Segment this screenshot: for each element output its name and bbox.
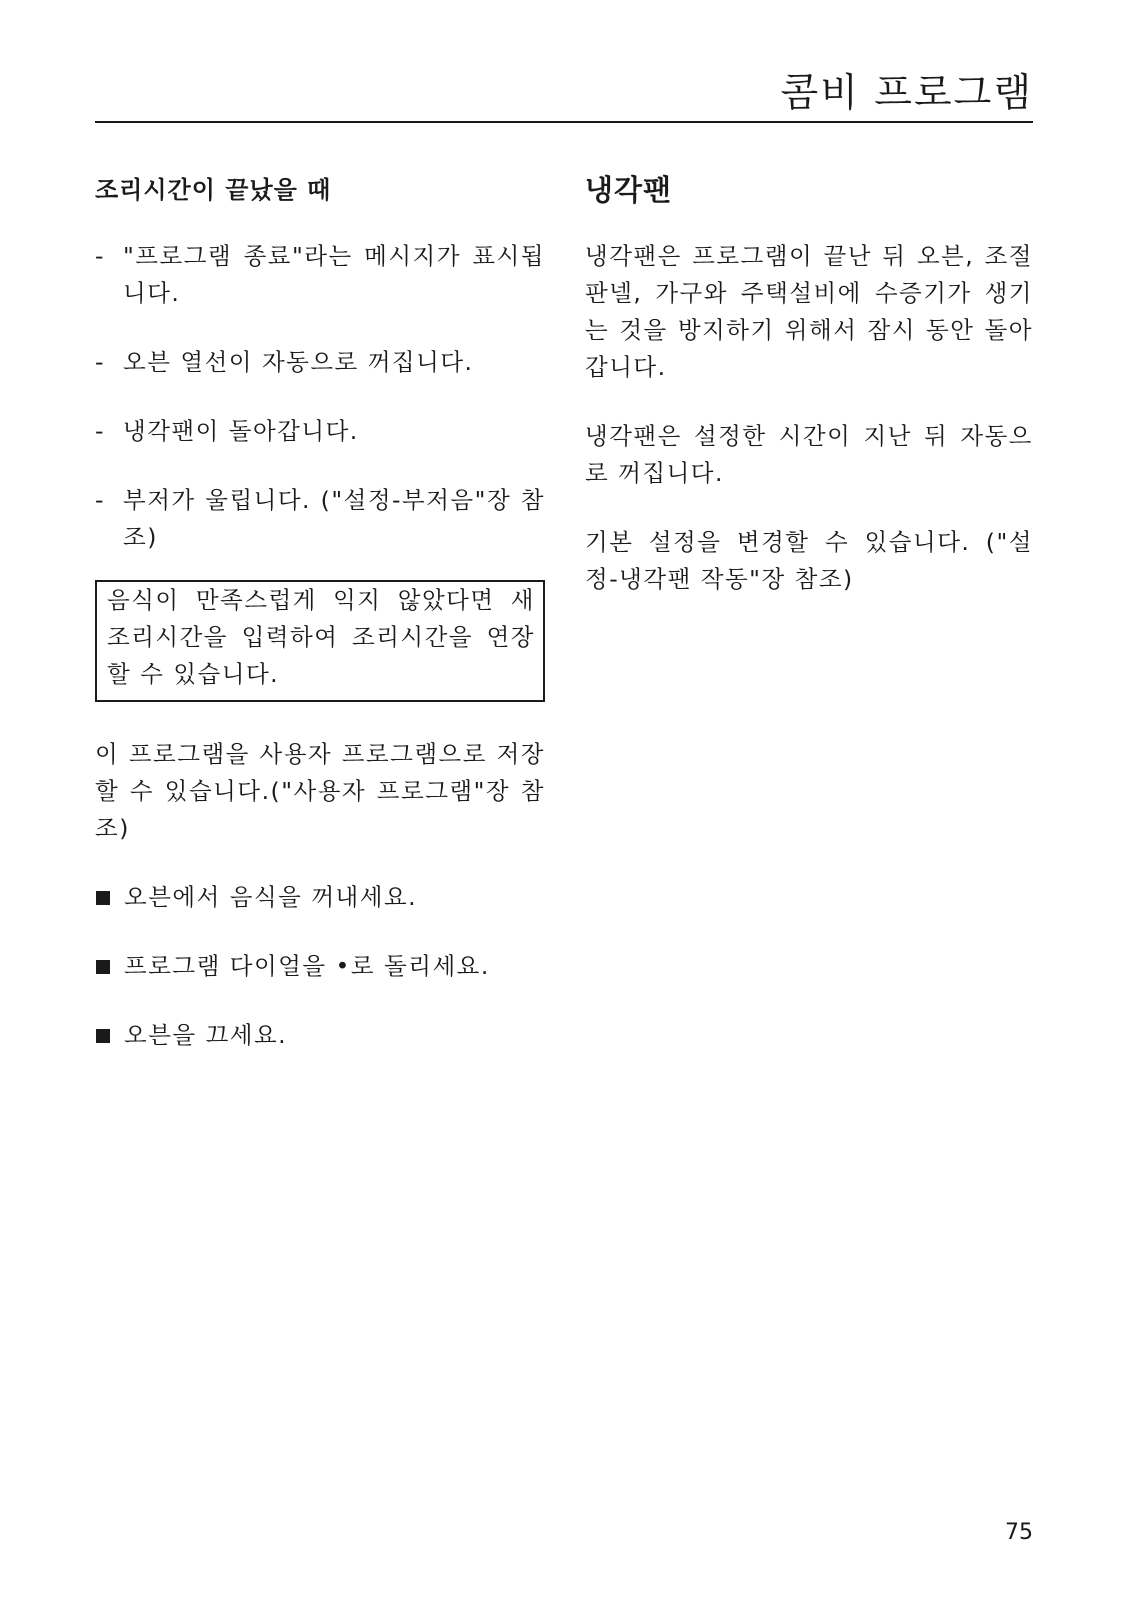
note-box: 음식이 만족스럽게 익지 않았다면 새 조리시간을 입력하여 조리시간을 연장할 수 있습니다. [95,580,545,702]
cooling-fan-paragraph: 냉각팬은 프로그램이 끝난 뒤 오븐, 조절판넬, 가구와 주택설비에 수증기가 생기는 것을 방지하기 위해서 잠시 동안 돌아갑니다. [585,242,1033,381]
step-text: 오븐에서 음식을 꺼내세요. [124,883,418,911]
black-square-icon [96,960,110,974]
black-square-icon [96,891,110,905]
step-text: 오븐을 끄세요. [124,1021,288,1049]
user-program-paragraph: 이 프로그램을 사용자 프로그램으로 저장할 수 있습니다.("사용자 프로그램"장 참조) [95,740,545,842]
list-item [95,238,545,312]
list-item-text: 부저가 울립니다. ("설정-부저음"장 참조) [123,486,545,551]
list-item [95,482,545,556]
list-item-text: 오븐 열선이 자동으로 꺼집니다. [123,348,474,376]
step-item [95,879,545,916]
dash-marker: - [95,417,105,445]
page-title: 콤비 프로그램 [780,71,1033,116]
section-heading-cooking-end: 조리시간이 끝났을 때 [95,176,332,204]
list-item [95,413,545,450]
list-item-text: "프로그램 종료"라는 메시지가 표시됩니다. [123,242,545,307]
dash-marker: - [95,486,105,514]
black-square-icon [96,1029,110,1043]
right-column [585,170,1033,630]
dash-marker: - [95,348,105,376]
cooling-fan-paragraph: 기본 설정을 변경할 수 있습니다. ("설정-냉각팬 작동"장 참조) [585,528,1033,593]
step-item [95,948,545,985]
header-divider [95,121,1033,123]
left-column [95,170,545,1086]
dash-marker: - [95,242,105,270]
page-number: 75 [1005,1520,1033,1545]
step-text: 프로그램 다이얼을 •로 돌리세요. [124,952,490,980]
cooling-fan-paragraph: 냉각팬은 설정한 시간이 지난 뒤 자동으로 꺼집니다. [585,422,1033,487]
list-item [95,344,545,381]
section-heading-cooling-fan: 냉각팬 [585,173,673,207]
step-item [95,1017,545,1054]
list-item-text: 냉각팬이 돌아갑니다. [123,417,359,445]
